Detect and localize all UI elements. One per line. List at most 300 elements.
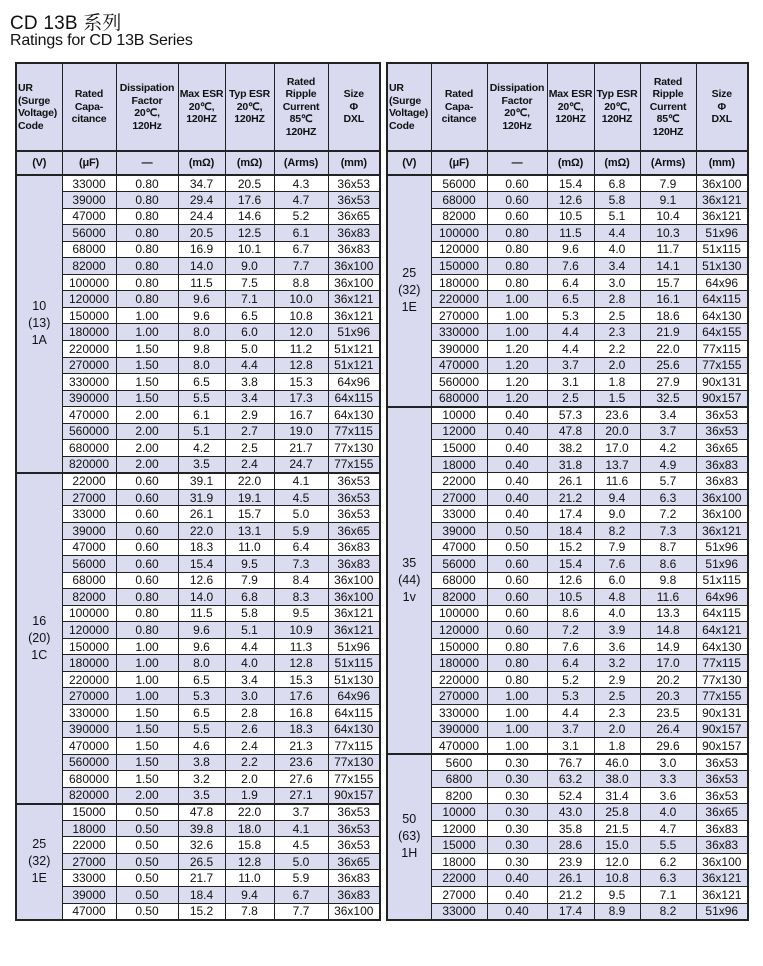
header-dissipation-factor <box>487 63 547 151</box>
max-esr-cell: 5.1 <box>178 423 225 440</box>
max-esr-cell: 10.5 <box>547 208 594 225</box>
ripple-current-cell: 6.4 <box>274 539 328 556</box>
header-line: (Surge <box>389 94 422 107</box>
rated-capacitance-cell: 82000 <box>62 258 116 275</box>
dissipation-factor-cell: 1.00 <box>116 671 178 688</box>
dissipation-factor-cell: 0.30 <box>487 804 547 821</box>
table-row <box>16 738 380 755</box>
header-line: (Surge <box>18 94 51 107</box>
typ-esr-cell: 9.4 <box>594 489 640 506</box>
header-line: Max ESR <box>548 88 593 101</box>
max-esr-cell: 8.0 <box>178 357 225 374</box>
unit-voltage-code: (V) <box>16 151 62 175</box>
dissipation-factor-cell: 0.50 <box>116 837 178 854</box>
rated-capacitance-cell: 68000 <box>62 241 116 258</box>
ripple-current-cell: 11.3 <box>274 638 328 655</box>
rated-capacitance-cell: 560000 <box>431 374 487 391</box>
voltage-code-cell <box>16 804 62 920</box>
size-cell: 36x53 <box>328 820 380 837</box>
typ-esr-cell: 4.0 <box>594 605 640 622</box>
voltage-code-line: 50 <box>402 812 417 827</box>
typ-esr-cell: 3.4 <box>225 390 274 407</box>
table-row <box>387 572 748 589</box>
table-row <box>387 754 748 771</box>
rated-capacitance-cell: 22000 <box>431 870 487 887</box>
unit-dissipation-factor: — <box>116 151 178 175</box>
table-row <box>16 820 380 837</box>
size-cell: 36x83 <box>696 473 748 490</box>
table-row <box>387 820 748 837</box>
table-row <box>387 258 748 275</box>
size-cell: 36x83 <box>328 870 380 887</box>
rated-capacitance-cell: 56000 <box>431 175 487 192</box>
size-cell: 36x65 <box>696 804 748 821</box>
rated-capacitance-cell: 330000 <box>62 374 116 391</box>
voltage-code-cell <box>16 473 62 804</box>
rated-capacitance-cell: 18000 <box>62 820 116 837</box>
table-row <box>387 655 748 672</box>
typ-esr-cell: 3.4 <box>594 258 640 275</box>
header-size <box>328 63 380 151</box>
size-cell: 51x130 <box>696 258 748 275</box>
ripple-current-cell: 8.4 <box>274 572 328 589</box>
header-size <box>696 63 748 151</box>
voltage-code-line: 35 <box>402 555 417 570</box>
ripple-current-cell: 5.0 <box>274 506 328 523</box>
ripple-current-cell: 11.2 <box>274 340 328 357</box>
table-row <box>387 837 748 854</box>
header-voltage-code <box>387 63 431 151</box>
dissipation-factor-cell: 1.20 <box>487 357 547 374</box>
size-cell: 51x96 <box>328 638 380 655</box>
max-esr-cell: 32.6 <box>178 837 225 854</box>
header-line: Voltage) <box>389 107 429 119</box>
size-cell: 77x130 <box>328 440 380 457</box>
ripple-current-cell: 5.9 <box>274 522 328 539</box>
table-row <box>16 622 380 639</box>
voltage-code-cell <box>387 175 431 407</box>
size-cell: 51x115 <box>696 241 748 258</box>
size-cell: 36x53 <box>328 473 380 490</box>
typ-esr-cell: 2.2 <box>594 340 640 357</box>
dissipation-factor-cell: 0.80 <box>116 605 178 622</box>
typ-esr-cell: 1.5 <box>594 390 640 407</box>
voltage-code-line: (63) <box>398 829 421 844</box>
header-line: 20℃, <box>504 107 530 119</box>
table-row <box>387 887 748 904</box>
max-esr-cell: 5.3 <box>547 307 594 324</box>
ripple-current-cell: 7.3 <box>274 556 328 573</box>
max-esr-cell: 12.6 <box>178 572 225 589</box>
table-row <box>387 208 748 225</box>
rated-capacitance-cell: 47000 <box>62 903 116 920</box>
dissipation-factor-cell: 0.60 <box>116 556 178 573</box>
size-cell: 90x157 <box>696 390 748 407</box>
rated-capacitance-cell: 220000 <box>62 340 116 357</box>
size-cell: 64x130 <box>328 407 380 424</box>
dissipation-factor-cell: 1.50 <box>116 374 178 391</box>
ripple-current-cell: 6.3 <box>640 870 696 887</box>
ripple-current-cell: 25.6 <box>640 357 696 374</box>
dissipation-factor-cell: 0.40 <box>487 407 547 424</box>
table-row <box>16 225 380 242</box>
ripple-current-cell: 18.3 <box>274 721 328 738</box>
dissipation-factor-cell: 0.60 <box>487 622 547 639</box>
header-line: Ripple <box>652 88 684 101</box>
size-cell: 36x100 <box>328 589 380 606</box>
size-cell: 36x83 <box>328 556 380 573</box>
typ-esr-cell: 2.8 <box>225 705 274 722</box>
rated-capacitance-cell: 22000 <box>62 837 116 854</box>
typ-esr-cell: 8.9 <box>594 903 640 920</box>
ripple-current-cell: 9.1 <box>640 192 696 209</box>
rated-capacitance-cell: 8200 <box>431 787 487 804</box>
rated-capacitance-cell: 470000 <box>431 357 487 374</box>
table-row <box>387 241 748 258</box>
typ-esr-cell: 1.9 <box>225 787 274 804</box>
ripple-current-cell: 21.3 <box>274 738 328 755</box>
ripple-current-cell: 19.0 <box>274 423 328 440</box>
max-esr-cell: 6.5 <box>178 671 225 688</box>
rated-capacitance-cell: 27000 <box>431 887 487 904</box>
rated-capacitance-cell: 270000 <box>431 688 487 705</box>
dissipation-factor-cell: 0.80 <box>116 274 178 291</box>
ratings-table-right <box>386 62 749 921</box>
table-row <box>16 721 380 738</box>
rated-capacitance-cell: 18000 <box>431 853 487 870</box>
table-row <box>387 738 748 755</box>
ripple-current-cell: 16.1 <box>640 291 696 308</box>
table-row <box>16 556 380 573</box>
rated-capacitance-cell: 33000 <box>431 506 487 523</box>
rated-capacitance-cell: 82000 <box>431 208 487 225</box>
table-row <box>387 374 748 391</box>
max-esr-cell: 15.4 <box>547 175 594 192</box>
size-cell: 36x100 <box>696 853 748 870</box>
typ-esr-cell: 7.5 <box>225 274 274 291</box>
dissipation-factor-cell: 0.30 <box>487 771 547 788</box>
ripple-current-cell: 27.1 <box>274 787 328 804</box>
header-line: 120HZ <box>652 125 684 138</box>
ripple-current-cell: 10.8 <box>274 307 328 324</box>
voltage-code-line: (44) <box>398 572 421 587</box>
size-cell: 36x121 <box>328 622 380 639</box>
voltage-code-cell <box>387 407 431 754</box>
max-esr-cell: 18.4 <box>178 887 225 904</box>
size-cell: 36x121 <box>696 887 748 904</box>
max-esr-cell: 3.2 <box>178 771 225 788</box>
typ-esr-cell: 7.1 <box>225 291 274 308</box>
size-cell: 36x83 <box>328 241 380 258</box>
ripple-current-cell: 7.7 <box>274 258 328 275</box>
typ-esr-cell: 7.9 <box>594 539 640 556</box>
max-esr-cell: 6.5 <box>178 705 225 722</box>
max-esr-cell: 9.8 <box>178 340 225 357</box>
header-line: 120Hz <box>502 119 532 132</box>
header-line: 85℃ <box>289 113 313 126</box>
max-esr-cell: 21.7 <box>178 870 225 887</box>
max-esr-cell: 47.8 <box>547 423 594 440</box>
ripple-current-cell: 4.9 <box>640 456 696 473</box>
header-line: 120HZ <box>186 113 217 126</box>
typ-esr-cell: 19.1 <box>225 489 274 506</box>
dissipation-factor-cell: 0.80 <box>116 208 178 225</box>
size-cell: 36x121 <box>696 522 748 539</box>
rated-capacitance-cell: 6800 <box>431 771 487 788</box>
voltage-code-line: 25 <box>32 837 47 852</box>
max-esr-cell: 11.5 <box>178 605 225 622</box>
size-cell: 77x155 <box>696 357 748 374</box>
header-typ-esr <box>594 63 640 151</box>
max-esr-cell: 24.4 <box>178 208 225 225</box>
size-cell: 64x96 <box>328 374 380 391</box>
rated-capacitance-cell: 33000 <box>431 903 487 920</box>
typ-esr-cell: 7.8 <box>225 903 274 920</box>
ratings-table-right-container <box>386 62 749 921</box>
size-cell: 77x115 <box>328 423 380 440</box>
size-cell: 51x96 <box>696 556 748 573</box>
size-cell: 36x100 <box>328 258 380 275</box>
header-line: 20℃, <box>604 100 630 113</box>
table-body <box>16 175 380 920</box>
rated-capacitance-cell: 39000 <box>62 522 116 539</box>
dissipation-factor-cell: 0.50 <box>116 887 178 904</box>
dissipation-factor-cell: 2.00 <box>116 456 178 473</box>
size-cell: 77x155 <box>328 771 380 788</box>
max-esr-cell: 3.5 <box>178 456 225 473</box>
size-cell: 36x53 <box>328 192 380 209</box>
size-cell: 36x53 <box>696 407 748 424</box>
ripple-current-cell: 12.0 <box>274 324 328 341</box>
header-line: Size <box>711 88 732 101</box>
unit-voltage-code: (V) <box>387 151 431 175</box>
table-row <box>16 787 380 804</box>
rated-capacitance-cell: 270000 <box>62 688 116 705</box>
ripple-current-cell: 4.1 <box>274 820 328 837</box>
size-cell: 36x53 <box>696 787 748 804</box>
voltage-code-cell <box>16 175 62 473</box>
size-cell: 36x53 <box>696 771 748 788</box>
rated-capacitance-cell: 15000 <box>431 440 487 457</box>
typ-esr-cell: 10.1 <box>225 241 274 258</box>
typ-esr-cell: 4.4 <box>225 357 274 374</box>
voltage-code-line: 1A <box>31 333 47 348</box>
max-esr-cell: 57.3 <box>547 407 594 424</box>
dissipation-factor-cell: 2.00 <box>116 440 178 457</box>
header-line: Dissipation <box>489 82 545 94</box>
series-title-english: Ratings for CD 13B Series <box>10 32 193 49</box>
typ-esr-cell: 6.8 <box>594 175 640 192</box>
size-cell: 51x121 <box>328 357 380 374</box>
size-cell: 64x96 <box>328 688 380 705</box>
ripple-current-cell: 3.3 <box>640 771 696 788</box>
rated-capacitance-cell: 820000 <box>62 456 116 473</box>
ripple-current-cell: 6.7 <box>274 887 328 904</box>
ripple-current-cell: 16.8 <box>274 705 328 722</box>
typ-esr-cell: 9.0 <box>594 506 640 523</box>
rated-capacitance-cell: 47000 <box>431 539 487 556</box>
header-rated-capacitance <box>431 63 487 151</box>
max-esr-cell: 9.6 <box>178 638 225 655</box>
typ-esr-cell: 2.7 <box>225 423 274 440</box>
dissipation-factor-cell: 0.60 <box>116 473 178 490</box>
dissipation-factor-cell: 0.60 <box>116 506 178 523</box>
dissipation-factor-cell: 1.50 <box>116 340 178 357</box>
ripple-current-cell: 5.7 <box>640 473 696 490</box>
typ-esr-cell: 38.0 <box>594 771 640 788</box>
table-row <box>16 175 380 192</box>
rated-capacitance-cell: 680000 <box>62 440 116 457</box>
table-row <box>387 456 748 473</box>
size-cell: 36x100 <box>328 274 380 291</box>
typ-esr-cell: 9.0 <box>225 258 274 275</box>
max-esr-cell: 3.8 <box>178 754 225 771</box>
ripple-current-cell: 8.6 <box>640 556 696 573</box>
ripple-current-cell: 20.2 <box>640 671 696 688</box>
table-row <box>16 771 380 788</box>
max-esr-cell: 2.5 <box>547 390 594 407</box>
header-line: Capa- <box>74 100 104 113</box>
size-cell: 64x121 <box>696 622 748 639</box>
ripple-current-cell: 12.8 <box>274 655 328 672</box>
table-row <box>387 853 748 870</box>
rated-capacitance-cell: 180000 <box>62 324 116 341</box>
max-esr-cell: 8.0 <box>178 655 225 672</box>
typ-esr-cell: 15.7 <box>225 506 274 523</box>
unit-rated-capacitance: (μF) <box>62 151 116 175</box>
rated-capacitance-cell: 330000 <box>431 324 487 341</box>
size-cell: 64x96 <box>696 589 748 606</box>
rated-capacitance-cell: 220000 <box>62 671 116 688</box>
ripple-current-cell: 10.0 <box>274 291 328 308</box>
voltage-code-line: 1C <box>31 647 48 662</box>
ripple-current-cell: 5.2 <box>274 208 328 225</box>
size-cell: 36x65 <box>328 208 380 225</box>
dissipation-factor-cell: 0.30 <box>487 837 547 854</box>
size-cell: 64x155 <box>696 324 748 341</box>
rated-capacitance-cell: 12000 <box>431 820 487 837</box>
size-cell: 51x115 <box>328 655 380 672</box>
voltage-code-line: 16 <box>32 613 47 628</box>
rated-capacitance-cell: 390000 <box>431 721 487 738</box>
max-esr-cell: 76.7 <box>547 754 594 771</box>
table-row <box>387 771 748 788</box>
size-cell: 51x115 <box>696 572 748 589</box>
header-max-esr <box>178 63 225 151</box>
max-esr-cell: 7.6 <box>547 258 594 275</box>
dissipation-factor-cell: 0.80 <box>487 258 547 275</box>
ripple-current-cell: 7.3 <box>640 522 696 539</box>
size-cell: 36x65 <box>696 440 748 457</box>
voltage-code-line: 25 <box>402 266 417 281</box>
size-cell: 77x155 <box>696 688 748 705</box>
dissipation-factor-cell: 0.80 <box>487 671 547 688</box>
max-esr-cell: 6.1 <box>178 407 225 424</box>
rated-capacitance-cell: 82000 <box>62 589 116 606</box>
size-cell: 36x121 <box>696 870 748 887</box>
rated-capacitance-cell: 10000 <box>431 804 487 821</box>
table-row <box>387 721 748 738</box>
unit-ripple-current: (Arms) <box>640 151 696 175</box>
dissipation-factor-cell: 0.60 <box>487 589 547 606</box>
dissipation-factor-cell: 0.60 <box>116 489 178 506</box>
ripple-current-cell: 7.7 <box>274 903 328 920</box>
header-line: DXL <box>711 113 732 126</box>
max-esr-cell: 7.2 <box>547 622 594 639</box>
size-cell: 36x53 <box>328 506 380 523</box>
size-cell: 36x83 <box>696 837 748 854</box>
table-row <box>16 192 380 209</box>
voltage-code-cell <box>387 754 431 919</box>
typ-esr-cell: 12.8 <box>225 853 274 870</box>
dissipation-factor-cell: 1.00 <box>116 655 178 672</box>
rated-capacitance-cell: 56000 <box>431 556 487 573</box>
typ-esr-cell: 13.1 <box>225 522 274 539</box>
table-row <box>387 870 748 887</box>
typ-esr-cell: 11.0 <box>225 539 274 556</box>
rated-capacitance-cell: 68000 <box>62 572 116 589</box>
dissipation-factor-cell: 0.60 <box>116 572 178 589</box>
ripple-current-cell: 3.6 <box>640 787 696 804</box>
size-cell: 77x130 <box>328 754 380 771</box>
rated-capacitance-cell: 39000 <box>431 522 487 539</box>
max-esr-cell: 15.4 <box>547 556 594 573</box>
size-cell: 36x53 <box>328 489 380 506</box>
max-esr-cell: 6.4 <box>547 655 594 672</box>
typ-esr-cell: 3.9 <box>594 622 640 639</box>
header-line: Rated <box>444 88 474 101</box>
table-header <box>387 63 748 175</box>
dissipation-factor-cell: 0.80 <box>487 655 547 672</box>
max-esr-cell: 5.5 <box>178 390 225 407</box>
size-cell: 64x130 <box>696 638 748 655</box>
rated-capacitance-cell: 27000 <box>62 853 116 870</box>
header-line: Code <box>18 119 44 132</box>
rated-capacitance-cell: 330000 <box>62 705 116 722</box>
max-esr-cell: 4.4 <box>547 324 594 341</box>
header-row <box>387 63 748 151</box>
table-row <box>16 307 380 324</box>
table-row <box>16 258 380 275</box>
size-cell: 36x100 <box>696 506 748 523</box>
ripple-current-cell: 15.3 <box>274 671 328 688</box>
typ-esr-cell: 20.5 <box>225 175 274 192</box>
rated-capacitance-cell: 150000 <box>431 258 487 275</box>
table-row <box>387 390 748 407</box>
rated-capacitance-cell: 27000 <box>431 489 487 506</box>
dissipation-factor-cell: 0.60 <box>487 192 547 209</box>
dissipation-factor-cell: 0.60 <box>116 522 178 539</box>
max-esr-cell: 38.2 <box>547 440 594 457</box>
table-row <box>387 291 748 308</box>
dissipation-factor-cell: 0.80 <box>487 274 547 291</box>
rated-capacitance-cell: 150000 <box>62 638 116 655</box>
ripple-current-cell: 6.7 <box>274 241 328 258</box>
table-row <box>16 291 380 308</box>
rated-capacitance-cell: 820000 <box>62 787 116 804</box>
typ-esr-cell: 4.8 <box>594 589 640 606</box>
rated-capacitance-cell: 560000 <box>62 423 116 440</box>
table-row <box>387 605 748 622</box>
rated-capacitance-cell: 470000 <box>431 738 487 755</box>
typ-esr-cell: 46.0 <box>594 754 640 771</box>
ripple-current-cell: 7.1 <box>640 887 696 904</box>
table-row <box>16 208 380 225</box>
ripple-current-cell: 14.1 <box>640 258 696 275</box>
size-cell: 36x121 <box>328 307 380 324</box>
table-row <box>16 522 380 539</box>
voltage-code-line: 1H <box>401 846 418 861</box>
